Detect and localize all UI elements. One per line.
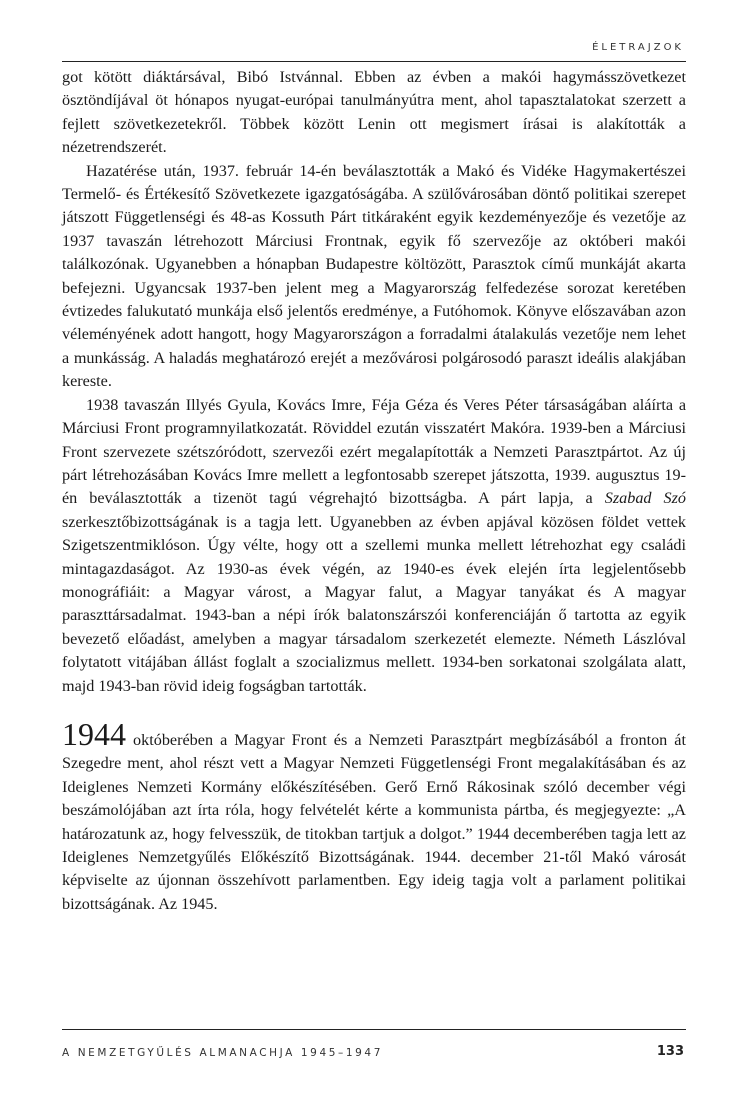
paragraph-3 — [62, 394, 686, 698]
newspaper-title: Szabad Szó — [604, 489, 686, 508]
paragraph-2: Hazatérése után, 1937. február 14-én beválasztották a Makó és Vidéke Hagymakertészei Termelő- és Értékesítő Szövetkezete igazgatóságába. A szülővárosában döntő politikai szerepet játszott Függetlenségi és 48-as Kossuth Párt titkáraként egyik kezdeményezője és vezetője az 1937 tavaszán létrehozott Márciusi Frontnak, egyik fő szervezője az októberi makói találkozónak. Ugyanebben a hónapban Budapestre költözött, Parasztok című munkáját akarta befejezni. Ugyancsak 1937-ben jelent meg a Magyarország felfedezése sorozat keretében évtizedes falukutató munkája első jelentős eredménye, a Futóhomok. Könyve előszavában azon véleményének adott hangott, hogy Magyarországon a forradalmi átalakulás vezetője nem lehet a munkásság. A haladás meghatározó erejét a mezővárosi polgárosodó paraszt ideális alakjában kereste. — [62, 161, 686, 391]
section-year-lead: 1944 — [62, 715, 126, 752]
paragraph-1: got kötött diáktársával, Bibó Istvánnal. Ebben az évben a makói hagymásszövetkezet ösztöndíjával öt hónapos nyugat-európai tanulmányútra ment, ahol tapasztalatokat szerzett a fejlett szövetkezetekről. Többek között Lenin ott megismert írásai is alakították a nézetrendszerét. — [62, 68, 686, 157]
page-number: 133 — [656, 1044, 684, 1059]
paragraph-4 — [62, 715, 686, 916]
paragraph-4-text: októberében a Magyar Front és a Nemzeti Parasztpárt megbízásából a fronton át Szegedre ment, ahol részt vett a Magyar Nemzeti Függetlenségi Front megalakításában és az Ideiglenes Nemzeti Kormány előkészítésében. Gerő Ernő Rákosinak szóló december végi beszámolójában azt írta róla, hogy felvételét kérte a kommunista pártba, és megjegyezte: „A határozatunk az, hogy felvesszük, de titokban tartjuk a dolgot.” 1944 decemberében tagja lett az Ideiglenes Nemzetgyűlés Előkészítő Bizottságának. 1944. december 21-től Makó városát képviselte az újonnan összehívott parlamentben. Egy ideig tagja volt a parlament politikai bizottságának. Az 1945. — [62, 730, 686, 913]
running-head: ÉLETRAJZOK — [592, 42, 684, 53]
paragraph-3-text-a: 1938 tavaszán Illyés Gyula, Kovács Imre, Féja Géza és Veres Péter társaságában aláírta a Márciusi Front programnyilatkozatát. Röviddel ezután visszatért Makóra. 1939-ben a Márciusi Front szervezete szétszóródott, szervezői ezért megalapították a Nemzeti Parasztpártot. Az új párt létrehozásában Kovács Imre mellett a legfontosabb szerepet játszotta, 1939. augusztus 19-én beválasztották a tizenöt tagú végrehajtó bizottságba. A párt lapja, a — [62, 395, 686, 508]
paragraph-3-text-b: szerkesztőbizottságának is a tagja lett. Ugyanebben az évben apjával közösen földet vettek Szigetszentmiklóson. Úgy vélte, hogy ott a szellemi munka mellett létrehozhat egy családi mintagazdaságot. Az 1930-as évek végén, az 1940-es évek elején írta legjelentősebb monográfiáit: a Magyar várost, a Magyar falut, a Magyar tanyákat és A magyar paraszttársadalmat. 1943-ban a népi írók balatonszárszói konferenciáján ő tartotta az egyik bevezető előadást, amelyben a magyar társadalom szerkezetét elemezte. Németh Lászlóval folytatott vitájában állást foglalt a szocializmus mellett. 1934-ben sorkatonai szolgálata alatt, majd 1943-ban rövid ideig fogságban tartották. — [62, 512, 686, 695]
top-rule — [62, 61, 686, 62]
page-body — [62, 66, 686, 916]
bottom-rule — [62, 1029, 686, 1030]
footer-title: A NEMZETGYŰLÉS ALMANACHJA 1945–1947 — [62, 1047, 383, 1059]
